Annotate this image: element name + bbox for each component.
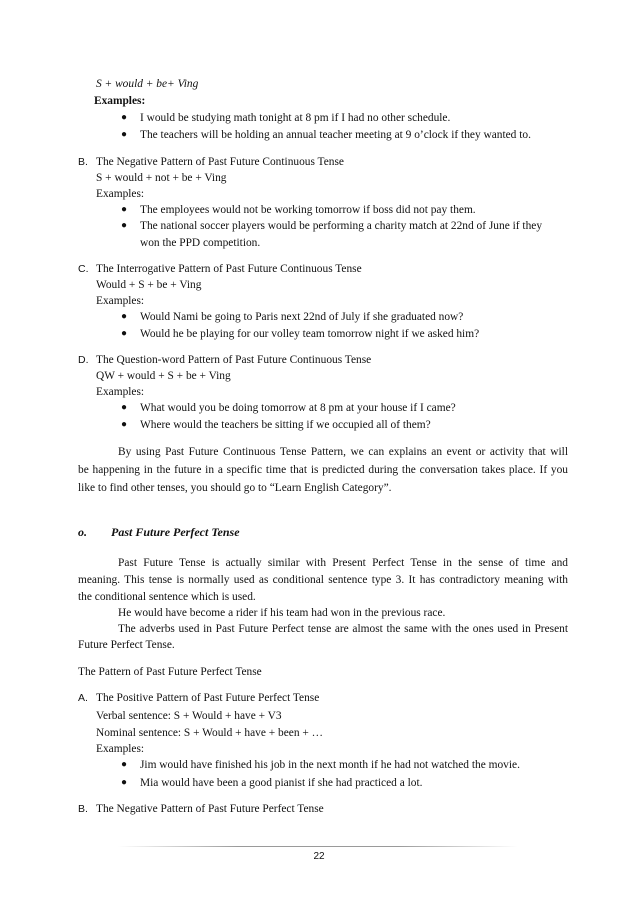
- bullet: ●: [121, 129, 128, 140]
- page-heading: Past Future Perfect Tense: [111, 525, 240, 539]
- example-item: Would he be playing for our volley team tomorrow night if we asked him?: [140, 328, 480, 340]
- example-item: The employees would not be working tomorrow if boss did not pay them.: [140, 204, 476, 216]
- footer-divider: [118, 846, 518, 847]
- section-title: The Negative Pattern of Past Future Perfect Tense: [96, 803, 324, 815]
- conclusion-line: be happening in the future in a specific time that is predicted during the conversation takes place. If you: [78, 464, 568, 476]
- formula-positive: S + would + be+ Ving: [96, 78, 199, 90]
- example-item-continued: won the PPD competition.: [140, 237, 261, 249]
- example-item: The national soccer players would be performing a charity match at 22nd of June if they: [140, 220, 543, 232]
- section-marker: B.: [78, 156, 88, 168]
- section-title: The Positive Pattern of Past Future Perfect Tense: [96, 692, 320, 704]
- example-item: The teachers will be holding an annual teacher meeting at 9 o’clock if they wanted to.: [140, 129, 531, 141]
- section-marker: B.: [78, 803, 88, 815]
- page-number: 22: [313, 851, 325, 862]
- example-sentence: He would have become a rider if his team had won in the previous race.: [118, 607, 446, 619]
- section-marker: D.: [78, 354, 89, 366]
- examples-label: Examples:: [96, 386, 145, 398]
- bullet: ●: [121, 419, 128, 430]
- bullet: ●: [121, 402, 128, 413]
- bullet: ●: [121, 777, 128, 788]
- examples-label: Examples:: [96, 743, 145, 755]
- example-item: Where would the teachers be sitting if we occupied all of them?: [140, 419, 431, 431]
- example-item: I would be studying math tonight at 8 pm if I had no other schedule.: [140, 112, 451, 124]
- section-title: The Negative Pattern of Past Future Continuous Tense: [96, 156, 344, 168]
- formula-verbal: Verbal sentence: S + Would + have + V3: [96, 710, 282, 722]
- bullet: ●: [121, 204, 128, 215]
- bullet: ●: [121, 328, 128, 339]
- adverbs-line: The adverbs used in Past Future Perfect tense are almost the same with the ones used in Present: [118, 623, 568, 635]
- adverbs-line: Future Perfect Tense.: [78, 639, 175, 651]
- examples-label: Examples:: [96, 188, 145, 200]
- conclusion-line: By using Past Future Continuous Tense Pattern, we can explains an event or activity that will: [118, 446, 568, 458]
- example-item: What would you be doing tomorrow at 8 pm at your house if I came?: [140, 402, 456, 414]
- formula-question-word: QW + would + S + be + Ving: [96, 370, 231, 382]
- bullet: ●: [121, 220, 128, 231]
- section-title: The Question-word Pattern of Past Future Continuous Tense: [96, 354, 372, 366]
- bullet: ●: [121, 112, 128, 123]
- section-title: The Interrogative Pattern of Past Future Continuous Tense: [96, 263, 362, 275]
- intro-line: meaning. This tense is normally used as conditional sentence type 3. It has contradictory meaning with: [78, 574, 568, 586]
- pattern-heading: The Pattern of Past Future Perfect Tense: [78, 666, 262, 678]
- formula-negative: S + would + not + be + Ving: [96, 172, 227, 184]
- example-item: Mia would have been a good pianist if she had practiced a lot.: [140, 777, 423, 789]
- intro-line: Past Future Tense is actually similar with Present Perfect Tense in the sense of time and: [118, 557, 568, 569]
- bullet: ●: [121, 311, 128, 322]
- examples-label: Examples:: [94, 95, 146, 107]
- formula-interrogative: Would + S + be + Ving: [96, 279, 202, 291]
- heading-marker: o.: [78, 525, 87, 539]
- formula-nominal: Nominal sentence: S + Would + have + been + …: [96, 727, 324, 739]
- example-item: Would Nami be going to Paris next 22nd of July if she graduated now?: [140, 311, 464, 323]
- section-marker: C.: [78, 263, 89, 275]
- example-item: Jim would have finished his job in the next month if he had not watched the movie.: [140, 759, 520, 771]
- section-marker: A.: [78, 692, 88, 704]
- conclusion-line: like to find other tenses, you should go to “Learn English Category”.: [78, 482, 392, 494]
- examples-label: Examples:: [96, 295, 145, 307]
- intro-line: the conditional sentence which is used.: [78, 591, 256, 603]
- bullet: ●: [121, 759, 128, 770]
